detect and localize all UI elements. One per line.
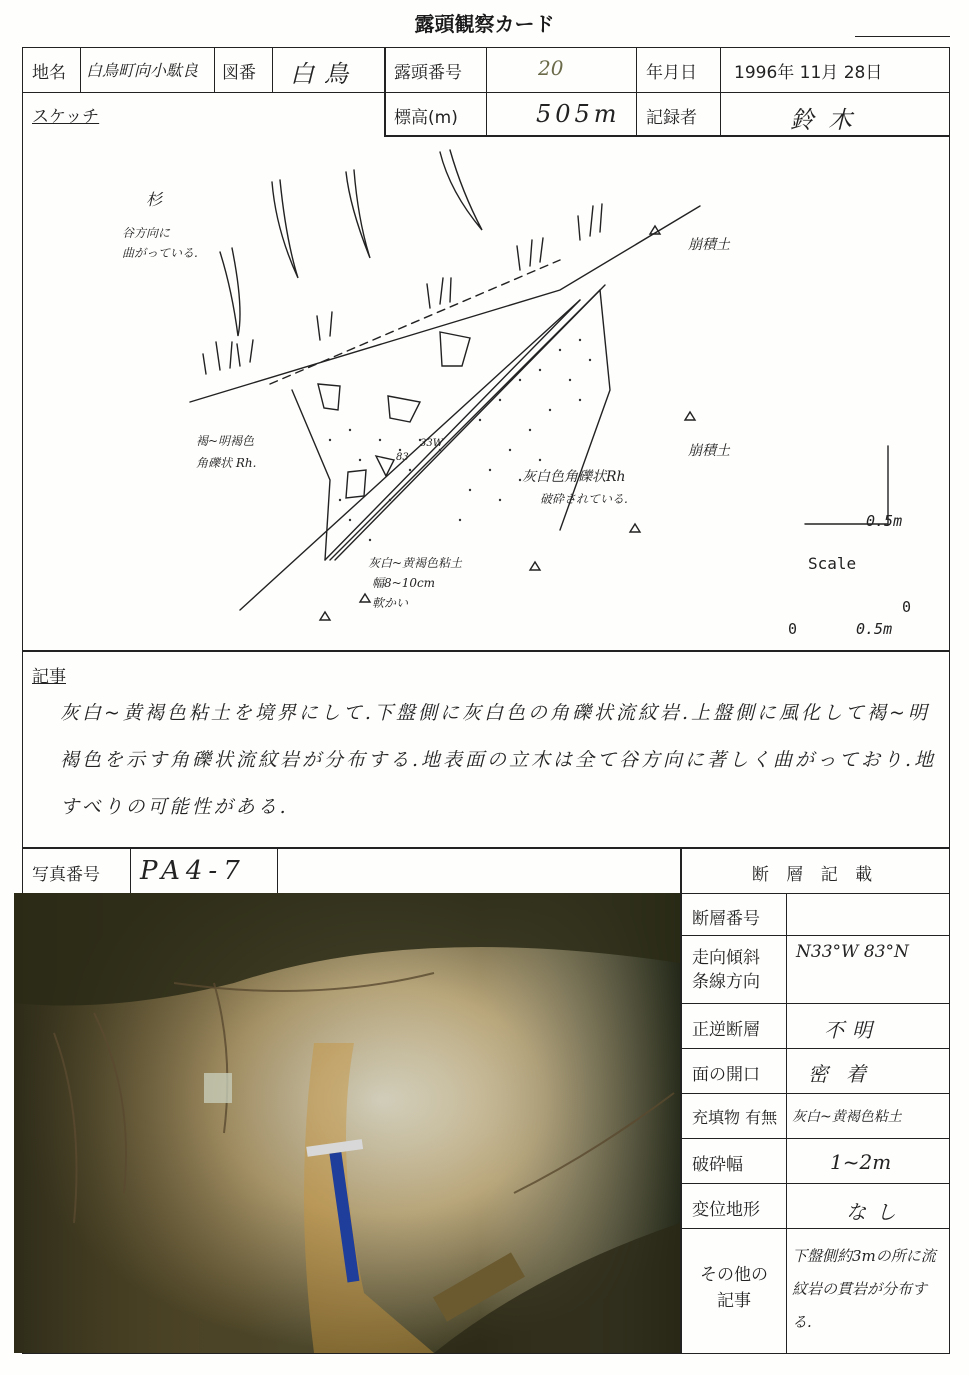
- fault-row-label: 充填物 有無: [692, 1108, 778, 1127]
- date-label: 年月日: [646, 63, 697, 83]
- fault-row-label: 破砕幅: [692, 1155, 743, 1175]
- fault-row-value: 不明: [824, 1018, 880, 1042]
- elevation-label: 標高(m): [394, 108, 458, 128]
- map-label: 図番: [222, 63, 256, 83]
- place-label: 地名: [32, 63, 66, 83]
- recorder-value: 鈴木: [790, 106, 866, 134]
- outcrop-photo: [14, 893, 680, 1353]
- scale-zero-right: 0: [902, 598, 912, 616]
- map-value: 白鳥: [290, 60, 358, 88]
- note-clay-line3: 軟かい: [372, 596, 409, 610]
- fault-row-value: 密着: [808, 1062, 884, 1086]
- memo-text: 灰白~黄褐色粘土を境界にして.下盤側に灰白色の角礫状流紋岩.上盤側に風化して褐~明褐色を示す角礫状流紋岩が分布する.地表面の立木は全て谷方向に著しく曲がっており.地すべりの可能性がある.: [60, 702, 937, 818]
- note-left-line2: 角礫状 Rh.: [196, 456, 257, 470]
- card-title: 露頭観察カード: [414, 12, 555, 36]
- scale-label: Scale: [808, 554, 857, 573]
- note-strike: 33W: [420, 438, 444, 449]
- outcrop-no-value: 20: [538, 56, 564, 80]
- recorder-label: 記録者: [646, 108, 697, 128]
- photo-label: 写真番号: [32, 865, 100, 885]
- place-value: 白鳥町向小駄良: [86, 61, 199, 80]
- fault-row-value: 灰白~黄褐色粘土: [792, 1109, 902, 1125]
- elevation-value: 505m: [536, 100, 621, 128]
- fault-title: 断 層 記 載: [751, 865, 879, 885]
- fault-row-label: 変位地形: [692, 1200, 760, 1220]
- note-clay-line2: 幅8~10cm: [372, 576, 436, 590]
- note-talus-top: 崩積土: [688, 237, 730, 253]
- note-trees-line1: 谷方向に: [122, 226, 171, 240]
- memo-label: 記事: [32, 667, 66, 687]
- note-cedar: 杉: [146, 190, 163, 209]
- note-right-line1: 灰白色角礫状Rh: [522, 469, 626, 485]
- note-dip: 83: [396, 452, 409, 463]
- note-trees-line2: 曲がっている.: [122, 246, 198, 260]
- note-clay-line1: 灰白~黄褐色粘土: [368, 556, 463, 570]
- photo-value: PA4-7: [140, 856, 246, 886]
- fault-row-label: 走向傾斜 条線方向: [692, 948, 760, 992]
- note-right-line2: 破砕されている.: [540, 492, 628, 506]
- outcrop-no-label: 露頭番号: [394, 63, 462, 83]
- fault-row-value: 下盤側約3mの所に流紋岩の貫岩が分布する.: [792, 1247, 936, 1331]
- fault-row-label: 正逆断層: [692, 1020, 760, 1040]
- fault-row-value: 1~2m: [830, 1150, 892, 1174]
- scale-right: 0.5m: [856, 620, 893, 638]
- fault-row-label: 断層番号: [692, 909, 760, 929]
- fault-row-value: N33°W 83°N: [796, 942, 909, 962]
- fault-row-label: 面の開口: [692, 1065, 760, 1085]
- note-talus-right: 崩積土: [688, 443, 730, 459]
- sketch-label: スケッチ: [32, 107, 100, 127]
- title-rule: [855, 36, 950, 37]
- note-left-line1: 褐~明褐色: [196, 434, 255, 448]
- scale-zero-left: 0: [788, 620, 798, 638]
- fault-row-value: なし: [846, 1200, 906, 1224]
- fault-row-label: その他の 記事: [700, 1265, 768, 1311]
- scale-top: 0.5m: [866, 512, 903, 530]
- date-value: 1996年 11月 28日: [734, 63, 883, 83]
